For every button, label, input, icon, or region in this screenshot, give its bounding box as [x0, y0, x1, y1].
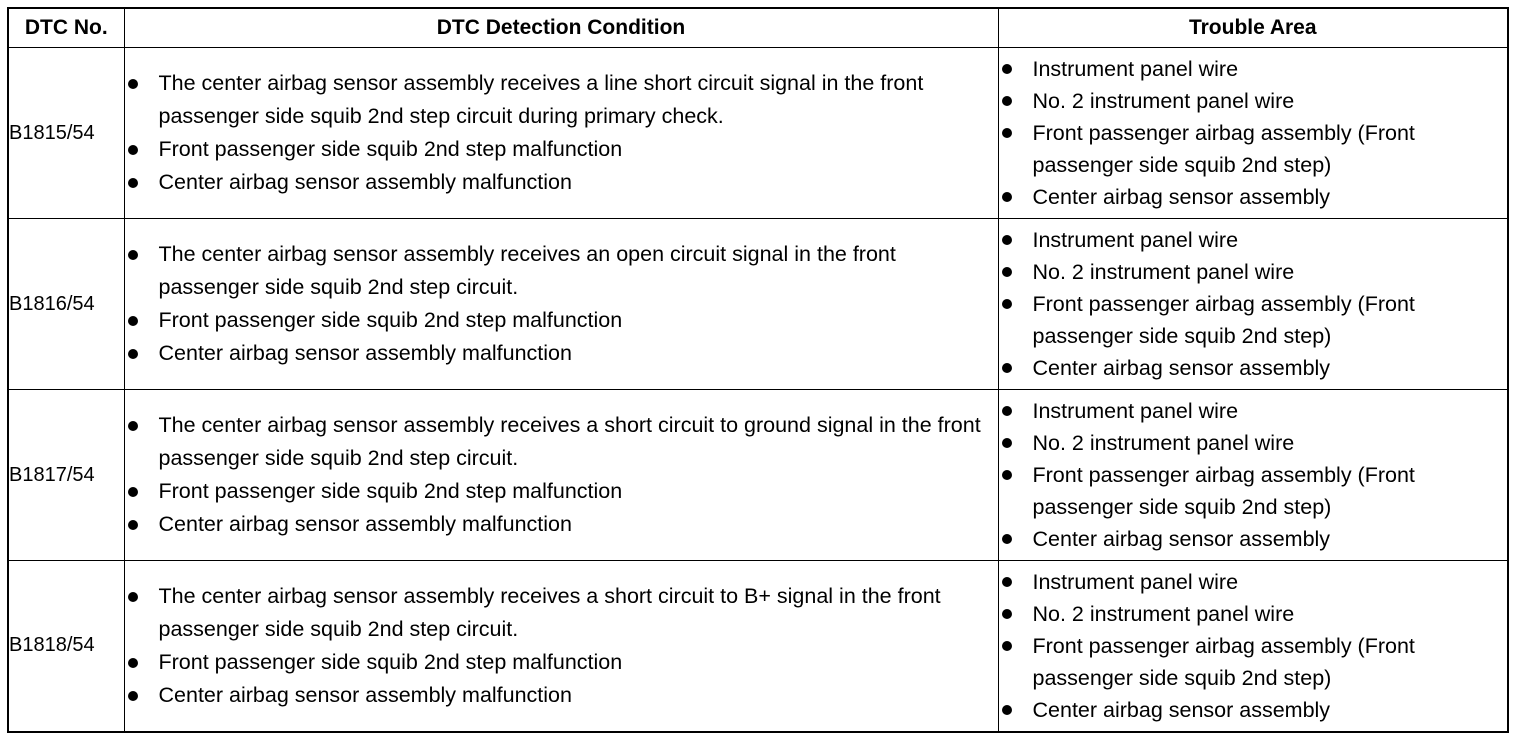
- area-text: Instrument panel wire: [1032, 569, 1239, 594]
- list-item: [999, 427, 1508, 459]
- condition-list: [125, 409, 998, 541]
- list-item: [999, 523, 1508, 555]
- bullet-icon: [1002, 235, 1012, 245]
- bullet-icon: [1002, 705, 1012, 715]
- condition-text: Center airbag sensor assembly malfunction: [158, 512, 572, 536]
- area-text: No. 2 instrument panel wire: [1032, 260, 1295, 284]
- area-text: Center airbag sensor assembly: [1032, 356, 1331, 380]
- condition-list: [125, 238, 998, 370]
- list-item: [999, 224, 1508, 256]
- area-text: Center airbag sensor assembly: [1032, 697, 1331, 722]
- area-list: [999, 395, 1508, 555]
- bullet-icon: [128, 691, 138, 701]
- table-row: [8, 390, 1508, 561]
- area-text: Center airbag sensor assembly: [1032, 527, 1331, 551]
- dtc-code: B1818/54: [8, 561, 124, 732]
- bullet-icon: [128, 316, 138, 326]
- list-item: [999, 288, 1508, 352]
- table-row: [8, 48, 1508, 219]
- bullet-icon: [1002, 577, 1012, 587]
- list-item: [125, 304, 998, 337]
- bullet-icon: [128, 520, 138, 530]
- list-item: [999, 630, 1508, 694]
- list-item: [125, 646, 998, 679]
- list-item: [125, 409, 998, 475]
- trouble-area-cell: [998, 48, 1508, 219]
- bullet-icon: [128, 79, 138, 89]
- list-item: [125, 679, 998, 712]
- list-item: [999, 694, 1508, 726]
- dtc-code: B1817/54: [8, 390, 124, 561]
- list-item: [125, 475, 998, 508]
- table-row: [8, 561, 1508, 732]
- table-row: [8, 219, 1508, 390]
- condition-text: The center airbag sensor assembly receives an open circuit signal in the front passenger side squib 2nd step circuit.: [158, 242, 896, 299]
- condition-list: [125, 67, 998, 199]
- bullet-icon: [1002, 267, 1012, 277]
- list-item: [125, 133, 998, 166]
- bullet-icon: [128, 592, 138, 602]
- condition-text: Center airbag sensor assembly malfunction: [158, 170, 572, 194]
- area-text: Front passenger airbag assembly (Front passenger side squib 2nd step): [1032, 121, 1415, 177]
- list-item: [999, 598, 1508, 630]
- condition-text: The center airbag sensor assembly receives a short circuit to ground signal in the front passenger side squib 2nd step circuit.: [158, 413, 981, 470]
- trouble-area-cell: [998, 390, 1508, 561]
- list-item: [125, 67, 998, 133]
- header-row: [8, 8, 1508, 48]
- area-text: No. 2 instrument panel wire: [1032, 601, 1295, 626]
- header-detection-condition: DTC Detection Condition: [124, 8, 998, 48]
- bullet-icon: [1002, 128, 1012, 138]
- area-text: Front passenger airbag assembly (Front passenger side squib 2nd step): [1032, 292, 1415, 348]
- bullet-icon: [1002, 609, 1012, 619]
- bullet-icon: [1002, 192, 1012, 202]
- list-item: [999, 566, 1508, 598]
- bullet-icon: [128, 145, 138, 155]
- condition-text: Front passenger side squib 2nd step malfunction: [158, 479, 623, 503]
- dtc-code: B1816/54: [8, 219, 124, 390]
- detection-condition-cell: [124, 48, 998, 219]
- area-text: Front passenger airbag assembly (Front passenger side squib 2nd step): [1032, 463, 1415, 519]
- list-item: [999, 459, 1508, 523]
- bullet-icon: [1002, 299, 1012, 309]
- list-item: [999, 85, 1508, 117]
- trouble-area-cell: [998, 219, 1508, 390]
- bullet-icon: [1002, 438, 1012, 448]
- bullet-icon: [128, 658, 138, 668]
- area-text: Instrument panel wire: [1032, 228, 1239, 252]
- condition-text: The center airbag sensor assembly receives a line short circuit signal in the front passenger side squib 2nd step circuit during primary check.: [158, 71, 924, 128]
- bullet-icon: [1002, 64, 1012, 74]
- list-item: [999, 181, 1508, 213]
- dtc-table: [7, 7, 1509, 733]
- bullet-icon: [1002, 96, 1012, 106]
- condition-text: Front passenger side squib 2nd step malfunction: [158, 137, 623, 161]
- list-item: [999, 395, 1508, 427]
- list-item: [999, 53, 1508, 85]
- area-text: No. 2 instrument panel wire: [1032, 89, 1295, 113]
- list-item: [999, 117, 1508, 181]
- area-text: Front passenger airbag assembly (Front passenger side squib 2nd step): [1032, 633, 1415, 690]
- condition-text: Center airbag sensor assembly malfunction: [158, 682, 572, 707]
- bullet-icon: [128, 250, 138, 260]
- area-text: Instrument panel wire: [1032, 399, 1239, 423]
- list-item: [125, 166, 998, 199]
- bullet-icon: [1002, 641, 1012, 651]
- area-list: [999, 53, 1508, 213]
- condition-list: [125, 580, 998, 712]
- area-text: Instrument panel wire: [1032, 57, 1239, 81]
- header-dtc-no: DTC No.: [8, 8, 124, 48]
- detection-condition-cell: [124, 561, 998, 732]
- list-item: [125, 508, 998, 541]
- bullet-icon: [128, 178, 138, 188]
- condition-text: The center airbag sensor assembly receives a short circuit to B+ signal in the front passenger side squib 2nd step circuit.: [158, 583, 941, 641]
- list-item: [125, 238, 998, 304]
- detection-condition-cell: [124, 390, 998, 561]
- area-text: No. 2 instrument panel wire: [1032, 431, 1295, 455]
- list-item: [999, 352, 1508, 384]
- trouble-area-cell: [998, 561, 1508, 732]
- area-list: [999, 224, 1508, 384]
- header-trouble-area: Trouble Area: [998, 8, 1508, 48]
- bullet-icon: [1002, 470, 1012, 480]
- bullet-icon: [128, 487, 138, 497]
- bullet-icon: [1002, 534, 1012, 544]
- condition-text: Front passenger side squib 2nd step malfunction: [158, 308, 623, 332]
- list-item: [999, 256, 1508, 288]
- list-item: [125, 337, 998, 370]
- bullet-icon: [1002, 363, 1012, 373]
- bullet-icon: [128, 349, 138, 359]
- condition-text: Center airbag sensor assembly malfunction: [158, 341, 572, 365]
- bullet-icon: [1002, 406, 1012, 416]
- dtc-code: B1815/54: [8, 48, 124, 219]
- detection-condition-cell: [124, 219, 998, 390]
- area-list: [999, 566, 1508, 726]
- condition-text: Front passenger side squib 2nd step malfunction: [158, 649, 623, 674]
- area-text: Center airbag sensor assembly: [1032, 185, 1331, 209]
- list-item: [125, 580, 998, 646]
- bullet-icon: [128, 421, 138, 431]
